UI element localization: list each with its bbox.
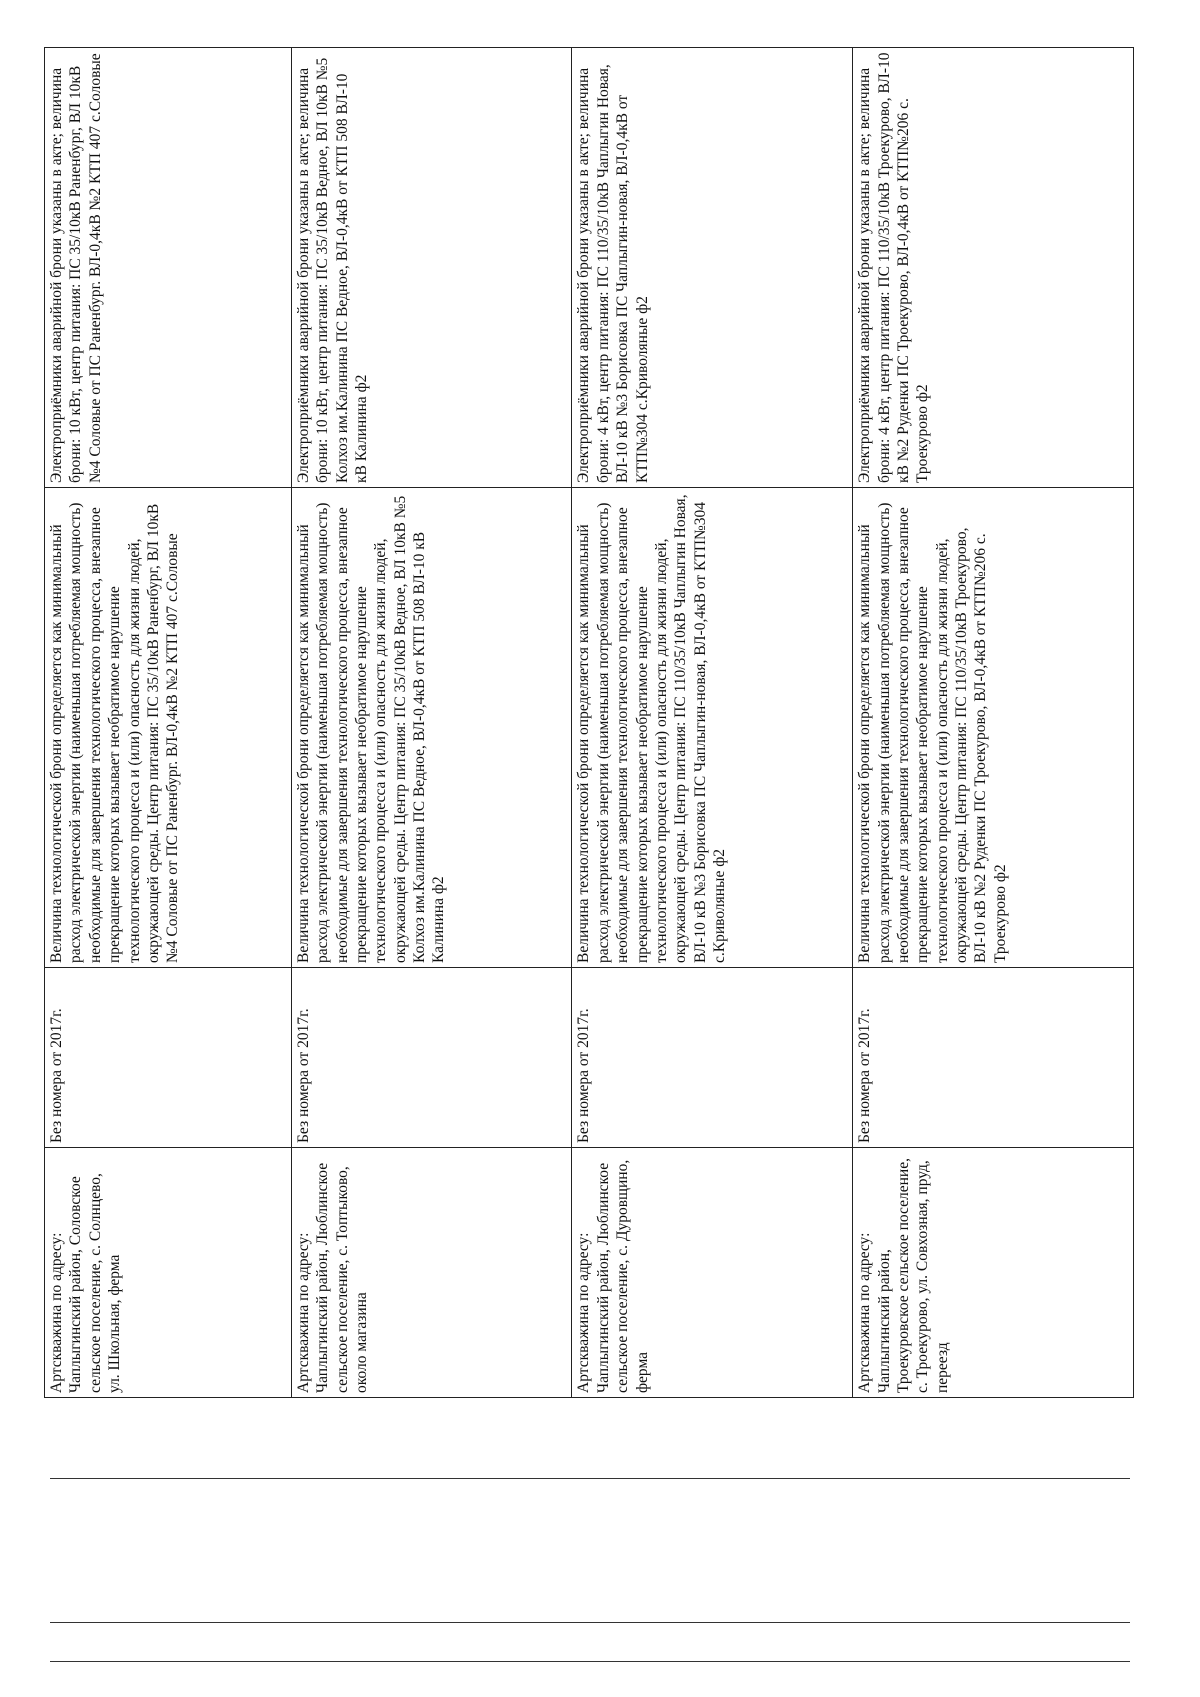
rotated-table-wrapper <box>44 48 1134 1398</box>
object-address-cell: Артскважина по адресу: Чаплыгинский район, Троекуровское сельское поселение, с. Троекурово, ул. Совхозная, пруд, переезд <box>853 1148 1134 1398</box>
table-row <box>291 48 572 1398</box>
table-row <box>572 48 853 1398</box>
act-reference-cell: Без номера от 2017г. <box>45 968 292 1148</box>
act-reference-cell: Без номера от 2017г. <box>291 968 572 1148</box>
emergency-reserve-cell: Электроприёмники аварийной брони указаны в акте; величина брони: 4 кВт, центр питания: ПС 110/35/10кВ Чаплыгин Новая, ВЛ-10 кВ №3 Борисовка ПС Чаплыгин-новая, ВЛ-0,4кВ от КТП№304 с.Криволяные ф2 <box>572 48 853 488</box>
table-row <box>45 48 292 1398</box>
power-reserve-table <box>44 47 1134 1398</box>
divider-line <box>50 1661 1130 1662</box>
emergency-reserve-cell: Электроприёмники аварийной брони указаны в акте; величина брони: 10 кВт, центр питания: ПС 35/10кВ Ведное, ВЛ 10кВ №5 Колхоз им.Калинина ПС Ведное, ВЛ-0,4кВ от КТП 508 ВЛ-10 кВ Калинина ф2 <box>291 48 572 488</box>
technological-reserve-cell: Величина технологической брони определяется как минимальный расход электрической энергии (наименьшая потребляемая мощность) необходимые для завершения технологического процесса, внезапное прекращение которых вызывает необратимое нарушение технологического процесса и (или) опасность для жизни людей, окружающей среды. Центр питания: ПС 35/10кВ Ведное, ВЛ 10кВ №5 Колхоз им.Калинина ПС Ведное, ВЛ-0,4кВ от КТП 508 ВЛ-10 кВ Калинина ф2 <box>291 488 572 968</box>
act-reference-cell: Без номера от 2017г. <box>572 968 853 1148</box>
object-address-cell: Артскважина по адресу: Чаплыгинский район, Люблинское сельское поселение, с. Дуровщино, ферма <box>572 1148 853 1398</box>
emergency-reserve-cell: Электроприёмники аварийной брони указаны в акте; величина брони: 4 кВт, центр питания: ПС 110/35/10кВ Троекурово, ВЛ-10 кВ №2 Руденки ПС Троекурово, ВЛ-0,4кВ от КТП№206 с. Троекурово ф2 <box>853 48 1134 488</box>
technological-reserve-cell: Величина технологической брони определяется как минимальный расход электрической энергии (наименьшая потребляемая мощность) необходимые для завершения технологического процесса, внезапное прекращение которых вызывает необратимое нарушение технологического процесса и (или) опасность для жизни людей, окружающей среды. Центр питания: ПС 110/35/10кВ Чаплыгин Новая, ВЛ-10 кВ №3 Борисовка ПС Чаплыгин-новая, ВЛ-0,4кВ от КТП№304 с.Криволяные ф2 <box>572 488 853 968</box>
emergency-reserve-cell: Электроприёмники аварийной брони указаны в акте; величина брони: 10 кВт, центр питания: ПС 35/10кВ Раненбург, ВЛ 10кВ №4 Соловые от ПС Раненбург. ВЛ-0,4кВ №2 КТП 407 с.Соловые <box>45 48 292 488</box>
table-row <box>853 48 1134 1398</box>
act-reference-cell: Без номера от 2017г. <box>853 968 1134 1148</box>
technological-reserve-cell: Величина технологической брони определяется как минимальный расход электрической энергии (наименьшая потребляемая мощность) необходимые для завершения технологического процесса, внезапное прекращение которых вызывает необратимое нарушение технологического процесса и (или) опасность для жизни людей, окружающей среды. Центр питания: ПС 35/10кВ Раненбург, ВЛ 10кВ №4 Соловые от ПС Раненбург. ВЛ-0,4кВ №2 КТП 407 с.Соловые <box>45 488 292 968</box>
object-address-cell: Артскважина по адресу: Чаплыгинский район, Люблинское сельское поселение, с. Топтыково, около магазина <box>291 1148 572 1398</box>
technological-reserve-cell: Величина технологической брони определяется как минимальный расход электрической энергии (наименьшая потребляемая мощность) необходимые для завершения технологического процесса, внезапное прекращение которых вызывает необратимое нарушение технологического процесса и (или) опасность для жизни людей, окружающей среды. Центр питания: ПС 110/35/10кВ Троекурово, ВЛ-10 кВ №2 Руденки ПС Троекурово, ВЛ-0,4кВ от КТП№206 с. Троекурово ф2 <box>853 488 1134 968</box>
divider-line <box>50 1622 1130 1623</box>
object-address-cell: Артскважина по адресу: Чаплыгинский район, Соловское сельское поселение, с. Солнцево, ул. Школьная, ферма <box>45 1148 292 1398</box>
divider-line <box>50 1478 1130 1479</box>
